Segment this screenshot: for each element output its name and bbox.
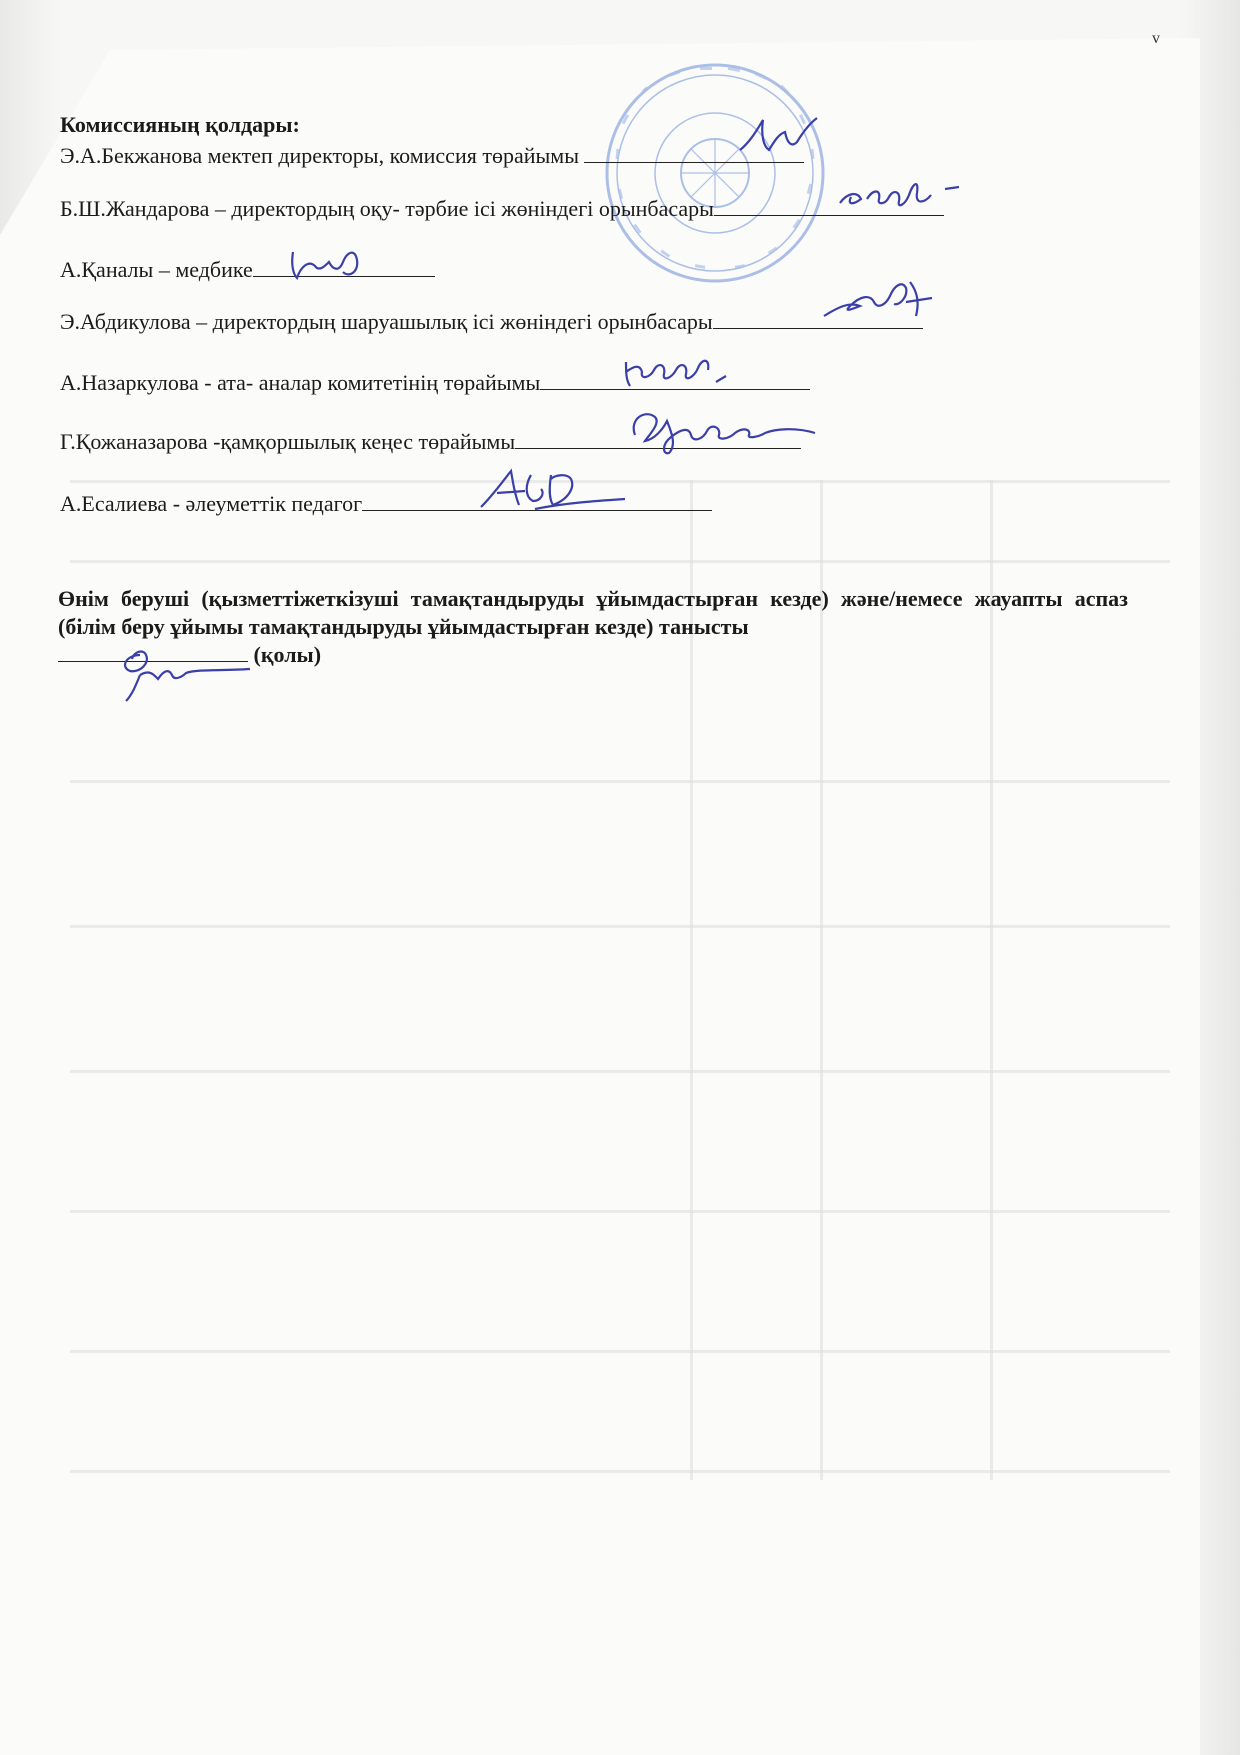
signature-5-icon bbox=[620, 348, 740, 398]
signatory-label: А.Қаналы – медбике bbox=[60, 257, 253, 282]
official-stamp-icon bbox=[600, 58, 830, 288]
signature-4-icon bbox=[820, 276, 940, 336]
signatory-label: Э.А.Бекжанова мектеп директоры, комиссия төрайымы bbox=[60, 143, 585, 168]
signatory-line-1 bbox=[60, 142, 804, 169]
signature-8-icon bbox=[100, 645, 260, 705]
signature-7-icon bbox=[475, 465, 630, 520]
signatory-line-4 bbox=[60, 308, 923, 335]
signature-caption: (қолы) bbox=[253, 642, 322, 667]
signatory-label: А.Назаркулова - ата- аналар комитетінің төрайымы bbox=[60, 370, 541, 395]
signatory-label: Г.Қожаназарова -қамқоршылық кеңес төрайымы bbox=[60, 429, 516, 454]
signature-2-icon bbox=[835, 175, 965, 220]
acknowledgement-text: Өнім беруші (қызметтіжеткізуші тамақтандыруды ұйымдастырған кезде) және/немесе жауапты аспаз (білім беру ұйымы тамақтандыруды ұйымдастырған кезде) танысты bbox=[58, 586, 1128, 639]
signatory-label: Б.Ш.Жандарова – директордың оқу- тәрбие ісі жөніндегі орынбасары bbox=[60, 196, 714, 221]
signature-1-icon bbox=[735, 112, 825, 162]
signature-6-icon bbox=[625, 405, 825, 460]
corner-mark: v bbox=[1152, 30, 1160, 47]
signatory-label: Э.Абдикулова – директордың шаруашылық ісі жөніндегі орынбасары bbox=[60, 309, 713, 334]
signatures-heading: Комиссияның қолдары: bbox=[60, 112, 300, 137]
signatory-line-3 bbox=[60, 256, 435, 283]
signature-3-icon bbox=[285, 242, 365, 287]
signatory-label: А.Есалиева - әлеуметтік педагог bbox=[60, 491, 363, 516]
signatory-line-2 bbox=[60, 195, 944, 222]
